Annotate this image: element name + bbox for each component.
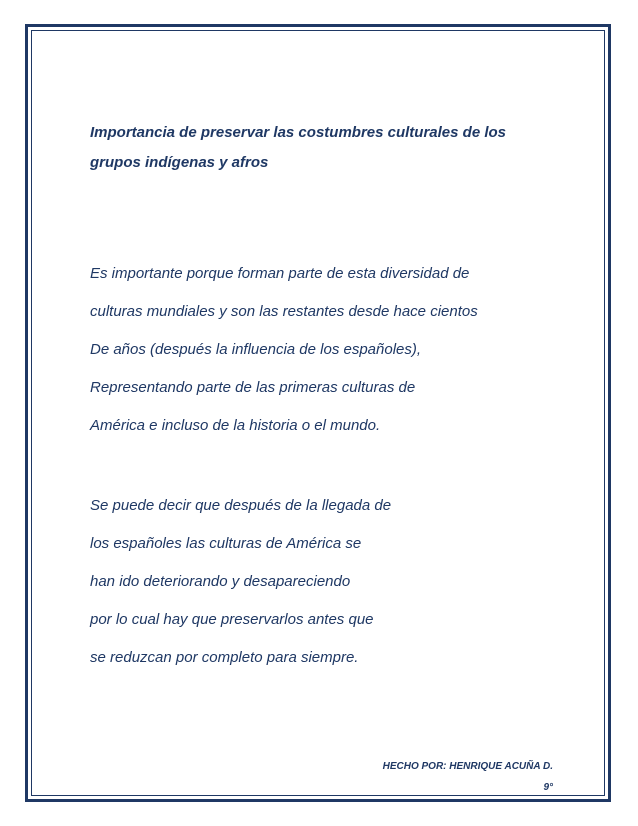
paragraph-line: Representando parte de las primeras culturas de [90, 379, 416, 396]
document-title [90, 118, 570, 178]
paragraph-line: culturas mundiales y son las restantes desde hace cientos [90, 303, 478, 320]
paragraph-line: por lo cual hay que preservarlos antes que [90, 611, 374, 628]
paragraph-line: Es importante porque forman parte de esta diversidad de [90, 265, 470, 282]
title-line: Importancia de preservar las costumbres culturales de los [90, 124, 507, 141]
title-line: grupos indígenas y afros [90, 154, 269, 171]
paragraph-2 [90, 487, 570, 677]
footer-author: HECHO POR: HENRIQUE ACUÑA D. [382, 761, 553, 772]
paragraph-line: se reduzcan por completo para siempre. [90, 649, 359, 666]
footer-grade: 9° [543, 782, 553, 793]
paragraph-line: Se puede decir que después de la llegada de [90, 497, 392, 514]
paragraph-line: los españoles las culturas de América se [90, 535, 362, 552]
paragraph-line: De años (después la influencia de los españoles), [90, 341, 422, 358]
paragraph-line: América e incluso de la historia o el mundo. [90, 417, 381, 434]
paragraph-1 [90, 255, 570, 445]
paragraph-line: han ido deteriorando y desapareciendo [90, 573, 351, 590]
document-footer [383, 756, 553, 798]
